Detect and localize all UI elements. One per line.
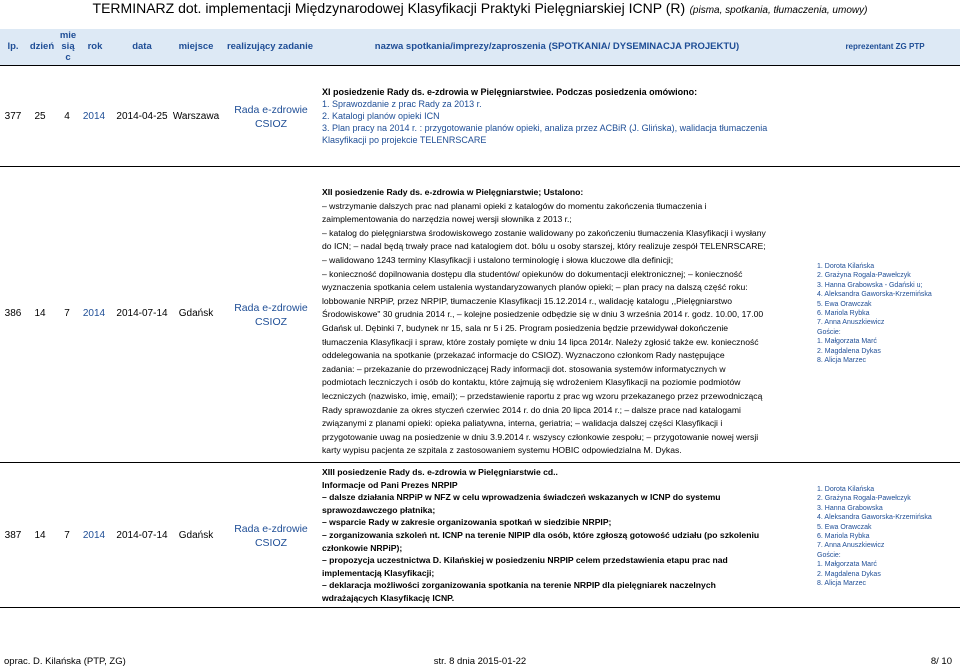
rep-line: 2. Grażyna Rogala-Pawełczyk [817,272,911,280]
row-separator [0,462,960,463]
rep-line: 2. Magdalena Dykas [817,570,881,578]
rep-line: 6. Mariola Rybka [817,310,870,318]
cell-lp: 387 [4,530,22,541]
cell-miejsce: Gdańsk [178,308,214,319]
rep-line: Goście: [817,328,841,336]
topic-line: Informacje od Pani Prezes NRPIP [322,479,458,490]
topic-line: XIII posiedzenie Rady ds. e-zdrowia w Pielęgniarstwie cd.. [322,467,558,477]
cell-rok: 2014 [82,111,106,122]
topic-line: Klasyfikacji po projekcie TELENRSCARE [322,135,487,145]
cell-rok: 2014 [82,530,106,541]
rep-line: 1. Dorota Kilańska [817,263,875,270]
cell-rok: 2014 [82,308,106,319]
cell-realizujacy: Rada e-zdrowie CSIOZ [234,104,308,130]
rep-line: 1. Dorota Kilańska [817,486,875,493]
cell-miejsce: Gdańsk [178,530,214,541]
cell-topic [322,86,812,146]
rep-line: 7. Anna Anuszkiewicz [817,542,885,550]
topic-line: do ICN; – nadal będą trwały prace nad katalogiem dot. bólu u osoby starszej, który realizuje zespół TELENRSCARE; [322,241,766,252]
footer-author: oprac. D. Kilańska (PTP, ZG) [4,656,126,667]
header-reprezentant: reprezentant ZG PTP [845,42,925,51]
rep-line: 3. Hanna Grabowska [817,504,883,512]
topic-line: – zorganizowania szkoleń nt. ICNP na terenie NIPIP dla osób, które zgłoszą gotowość udziału (po szkoleniu [322,529,760,540]
row-separator [0,607,960,608]
header-miesiac: mie sią c [59,30,77,63]
topic-line: wyznaczenia spotkania celem ustalenia wystandaryzowanych planów opieki; – plan pracy na dalszą część roku: [322,282,748,293]
cell-lp: 386 [4,308,22,319]
topic-line: zadania: – przekazanie do przewodniczącej Rady informacji dot. stosowania systemów informatycznych w [322,363,726,374]
header-data: data [132,41,152,52]
rep-line: 5. Ewa Orawczak [817,523,872,531]
topic-line: XI posiedzenie Rady ds. e-zdrowia w Pielęgniarstwiee. Podczas posiedzenia omówiono: [322,87,698,97]
title-subtitle: (pisma, spotkania, tłumaczenia, umowy) [689,5,868,16]
cell-topic [322,466,814,605]
topic-line: 2. Katalogi planów opieki ICN [322,111,440,121]
cell-data: 2014-04-25 [116,111,168,122]
topic-line: – konieczność dopilnowania dostępu dla studentów/ opiekunów do dokumentacji elektronicznej; – konieczność [322,268,743,279]
header-rule [0,65,960,66]
topic-line: – dalsze działania NRPiP w NFZ w celu wprowadzenia świadczeń wskazanych w ICNP do systemu [322,492,721,503]
topic-line: Środowiskowe" 30 grudnia 2014 r., – kolejne posiedzenie odbędzie się w dniu 3 września 2014 r. godz. 10.00, 17.00 [322,309,764,320]
cell-dzien: 25 [34,111,46,122]
table-header [0,29,960,65]
topic-line: 1. Sprawozdanie z prac Rady za 2013 r. [322,99,482,109]
topic-line: karty wypisu pacjenta ze szpitala z zastosowaniem systemu HOBIC odpowiedzialna M. Dykas. [322,445,682,456]
rep-line: 4. Aleksandra Gaworska-Krzemińska [817,514,932,522]
title-main: TERMINARZ dot. implementacji Międzynarodowej Klasyfikacji Praktyki Pielęgniarskiej ICNP (R) [92,0,686,16]
header-nazwa: nazwa spotkania/imprezy/zaproszenia (SPOTKANIA/ DYSEMINACJA PROJEKTU) [374,41,740,52]
rep-line: Goście: [817,551,841,559]
rep-line: 3. Hanna Grabowska - Gdański u; [817,281,923,289]
topic-line: podmiotach leczniczych i osób do kontaktu, które zajmują się wdrożeniem Klasyfikacji na poziomie podmiotów [322,377,741,388]
rep-line: 6. Mariola Rybka [817,533,870,541]
topic-line: wdrażających Klasyfikację ICNP. [322,592,455,603]
header-dzien: dzień [29,41,55,52]
topic-line: XII posiedzenie Rady ds. e-zdrowia w Pielęgniarstwie; Ustalono: [322,187,584,197]
topic-line: sprawozdawczego płatnika; [322,504,436,515]
cell-miesiac: 7 [64,308,70,319]
rep-line: 5. Ewa Orawczak [817,300,872,308]
header-rok: rok [87,41,103,52]
topic-line: – katalog do pielęgniarstwa środowiskowego zostanie walidowany po zakończeniu tłumaczenia Klasyfikacji i wysłany [322,227,766,238]
topic-line: członkowie NRPiP); [322,542,403,553]
header-miejsce: miejsce [178,41,214,52]
topic-line: – wstrzymanie dalszych prac nad planami opieki z katalogów do momentu zakończenia tłumaczenia i [322,200,707,211]
topic-line: – wsparcie Rady w zakresie organizowania spotkań w siedzibie NRPIP; [322,517,612,528]
topic-line: zaimplementowania do narzędzia nowej wersji słownika z 2013 r.; [322,214,572,225]
topic-line: tłumaczenia Klasyfikacji i spraw, które zostały pomięte w dniu 14 lipca 2014r. Należy zgłosić także ew. konieczność [322,336,759,347]
topic-line: leczniczych (nazwisko, imię, email); – przedstawienie raportu z prac wg wzoru przekazanego przez przewodniczącą [322,390,763,401]
topic-line: – walidowano 1243 terminy Klasyfikacji i ustalono terminologię i słowa kluczowe dla definicji; [322,254,674,265]
rep-line: 8. Alicja Marzec [817,357,867,365]
rep-line: 1. Małgorzata Marć [817,338,877,346]
topic-line: przygotowanie uwag na posiedzenie w dniu 3.9.2014 r. wszyscy członkowie zespołu; – przygotowanie nowej wersji [322,431,759,442]
rep-line: 4. Aleksandra Gaworska-Krzemińska [817,291,932,299]
rep-line: 2. Magdalena Dykas [817,347,881,355]
rep-line: 8. Alicja Marzec [817,580,867,588]
cell-miejsce: Warszawa [172,111,220,122]
cell-realizujacy: Rada e-zdrowie CSIOZ [234,523,308,549]
cell-dzien: 14 [34,308,46,319]
cell-realizujacy: Rada e-zdrowie CSIOZ [234,302,308,328]
cell-reprezentant [817,485,932,588]
row-separator [0,166,960,167]
topic-line: implementacją Klasyfikacji; [322,567,435,578]
cell-data: 2014-07-14 [116,308,168,319]
rep-line: 2. Grażyna Rogala-Pawełczyk [817,495,911,503]
cell-miesiac: 4 [64,111,70,122]
rep-line: 1. Małgorzata Marć [817,561,877,569]
header-realizujacy: realizujący zadanie [226,41,314,52]
topic-line: związanymi z planami opieki: opieka paliatywna, interna, geriatria; – walidacja dalszej części Klasyfikacji i [322,418,723,429]
cell-dzien: 14 [34,530,46,541]
topic-line: oddelegowania na spotkanie (przekazać informacje do CSIOZ). Wyznaczono członkom Rady następujące [322,350,725,361]
cell-reprezentant [817,262,932,365]
topic-line: Gdańsk ul. Dębinki 7, budynek nr 15, sala nr 5 i 25. Program posiedzenia będzie przewidywał dokończenie [322,322,729,333]
cell-lp: 377 [4,111,22,122]
topic-line: 3. Plan pracy na 2014 r. : przygotowanie planów opieki, analiza przez ACBiR (J. Glińska), walidacja tłumaczenia [322,123,768,133]
rep-line: 7. Anna Anuszkiewicz [817,319,885,327]
topic-line: – deklaracja możliwości zorganizowania spotkania na terenie NRPIP dla pielęgniarek naczelnych [322,580,716,591]
topic-line: Rady sprawozdanie za okres styczeń czerwiec 2014 r. do dnia 20 lipca 2014 r.; – dalsze prace nad katalogami [322,404,741,415]
topic-line: – propozycja uczestnictwa D. Kilańskiej w posiedzeniu NRPIP celem przedstawienia etapu prac nad [322,555,728,566]
cell-data: 2014-07-14 [116,530,168,541]
document-title [0,0,960,14]
footer-page-date: str. 8 dnia 2015-01-22 [433,656,527,667]
cell-topic [322,186,814,458]
topic-line: lobbowanie NRPiP, przez NRPIP, tłumaczenie Klasyfikacji 15.12.2014 r., walidację katalogu ,,Pielęgniarstwo [322,295,733,306]
header-lp: lp. [7,41,19,52]
footer-page-number: 8/ 10 [930,656,952,667]
cell-miesiac: 7 [64,530,70,541]
